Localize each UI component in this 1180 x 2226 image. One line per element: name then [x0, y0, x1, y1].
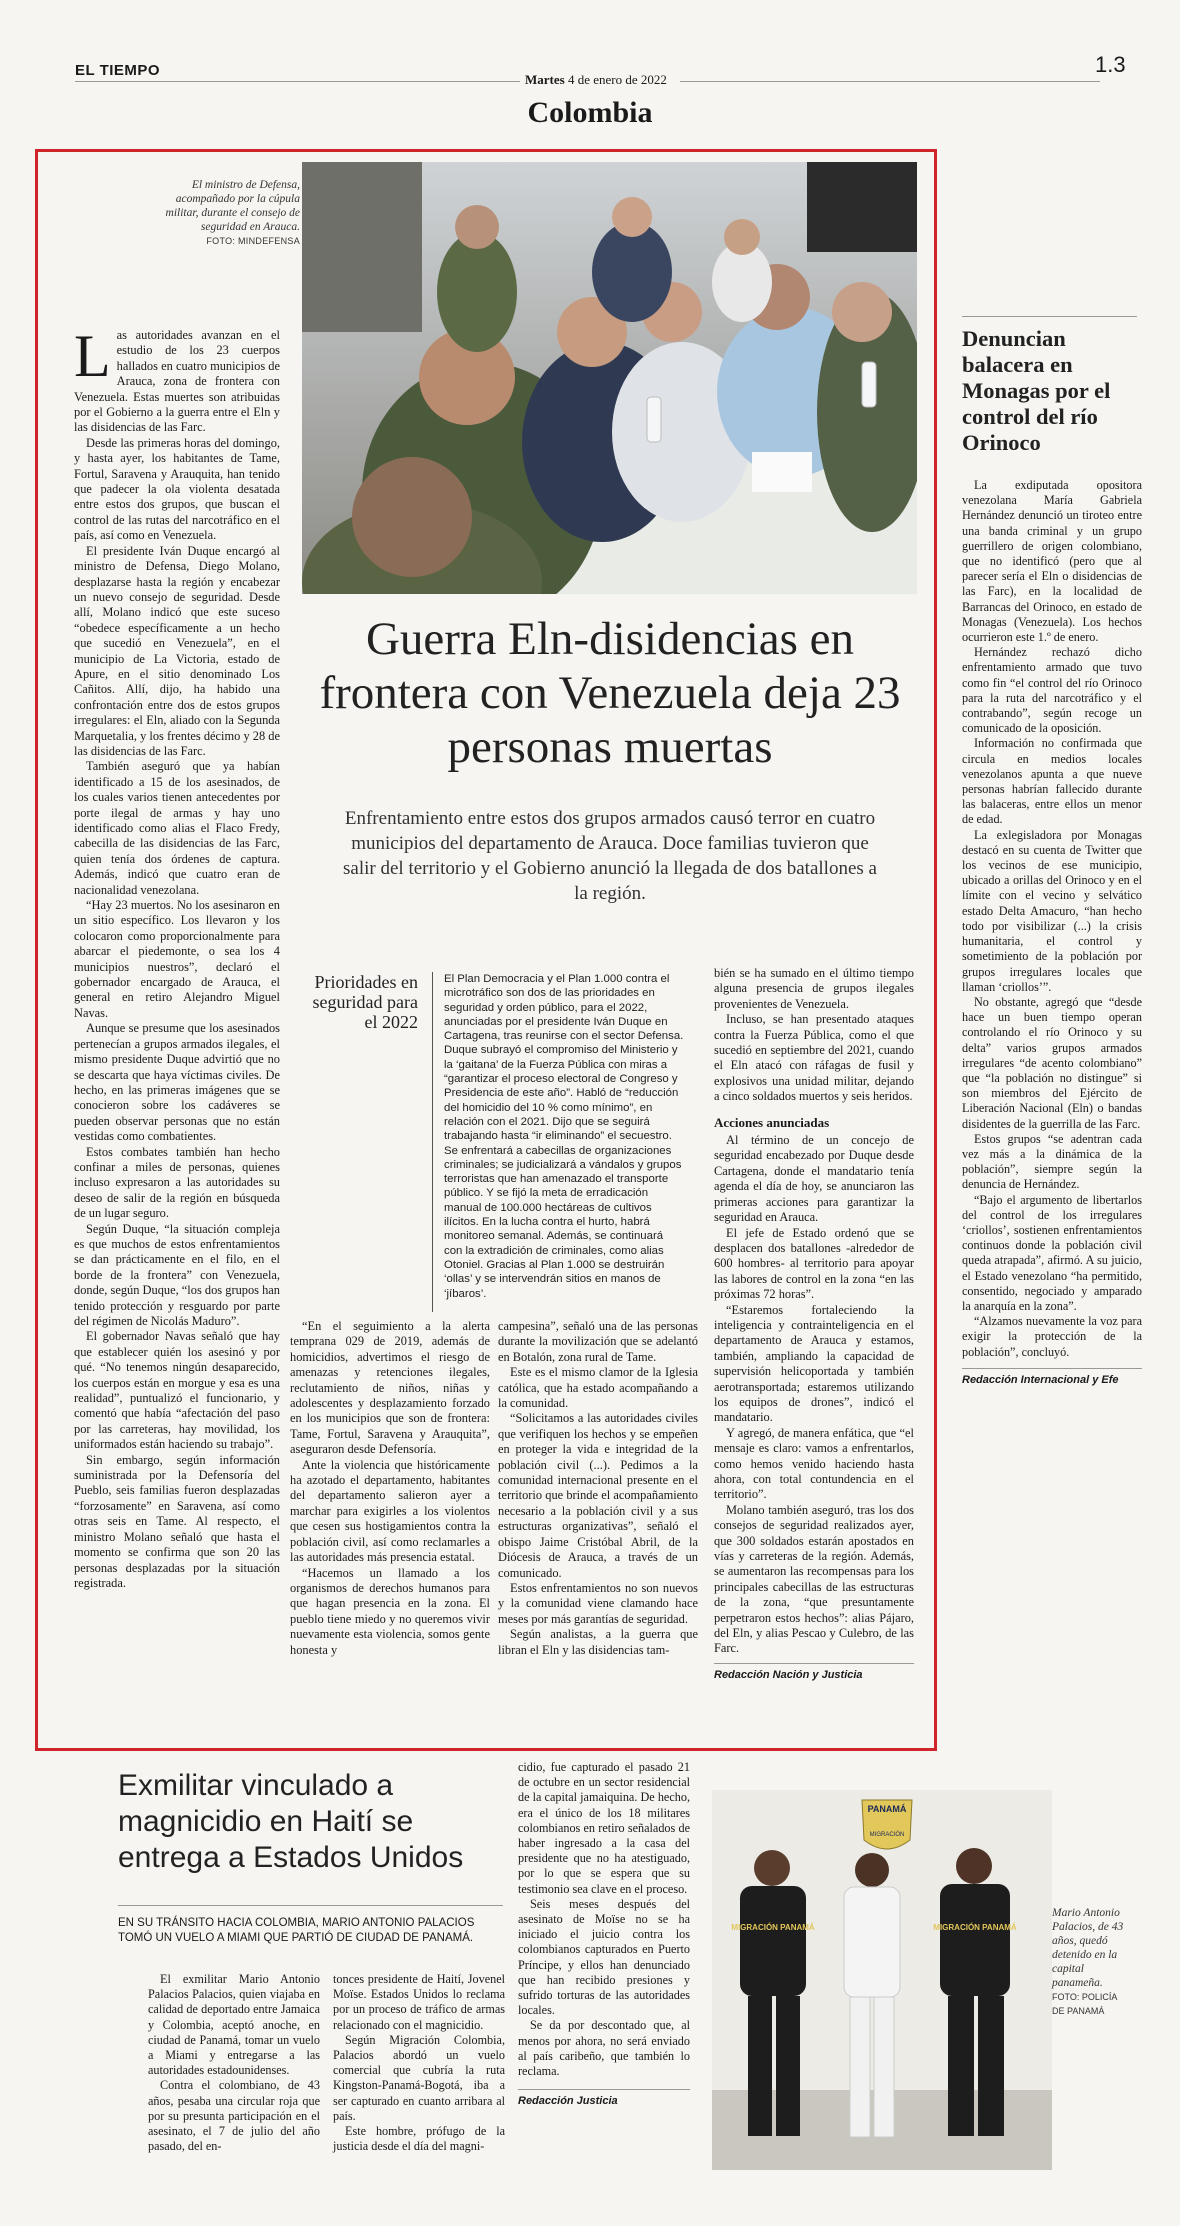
bottom-deck-rule	[118, 1905, 503, 1906]
main-photo-credit: FOTO: MINDEFENSA	[206, 236, 300, 246]
bottom-col2-p0: tonces presidente de Haití, Jovenel Moïse. Estados Unidos lo reclama por un proceso de tráfico de armas relacionado con el magnicidio.	[333, 1972, 505, 2032]
issue-weekday: Martes	[525, 72, 565, 87]
main-photo-caption	[160, 178, 300, 248]
main-col5-subhead: Acciones anunciadas	[714, 1114, 830, 1130]
main-col1-p5: Aunque se presume que los asesinados pertenecían a grupos armados ilegales, el mismo presidente Duque advirtió que no se descarta que haya víctimas civiles. De hecho, en las primeras imágenes que se conocieron sobre los cadáveres se pueden observar personas que no están vestidas como combatientes.	[74, 1021, 280, 1144]
main-credit: Redacción Nación y Justicia	[714, 1668, 863, 1681]
main-col1-p9: Sin embargo, según información suministrada por la Defensoría del Pueblo, seis familias fueron desplazadas “forzosamente” en Saravena, así como otras seis en Tame. Al respecto, el ministro Molano señaló que hasta el momento se confirma que son 20 las personas desplazadas por la situación registrada.	[74, 1452, 280, 1590]
bottom-column-2	[333, 1972, 505, 2154]
main-col4-p3: Estos enfrentamientos no son nuevos y la comunidad viene clamando hace meses por más garantías de seguridad.	[498, 1580, 698, 1626]
right-p6: “Bajo el argumento de libertarlos del control de los irregulares ‘criollos’, sostienen enfrentamientos continuos donde la población civil queda atrapada”, afirmó. A su juicio, el Estado venezolano “ha permitido, consentido, negociado y amparado la anarquía en la zona”.	[962, 1192, 1142, 1313]
main-col1-p2: El presidente Iván Duque encargó al ministro de Defensa, Diego Molano, desplazarse hasta la región y encabezar un nuevo consejo de seguridad. Desde allí, Molano indicó que este suceso “obedece específicamente a un hecho que sucedió en Venezuela”, en el municipio de La Victoria, estado de Apure, en el sitio denominado Los Cañitos. Allí, dijo, ha habido una confrontación entre dos de estos grupos irregulares: el Eln, aliado con la Segunda Marquetalia, y los frentes décimo y 28 de las disidencias de las Farc.	[74, 543, 280, 758]
bottom-credit: Redacción Justicia	[518, 2095, 618, 2108]
right-credit-rule	[962, 1368, 1142, 1369]
right-credit: Redacción Internacional y Efe	[962, 1373, 1119, 1386]
vest-text-right: MIGRACIÓN PANAMÁ	[933, 1923, 1017, 1932]
main-col5-p1: Incluso, se han presentado ataques contra la Fuerza Pública, como el que sucedió en septiembre del 2021, cuando el Eln atacó con ráfagas de fusil y explosivos una unidad militar, dejando a cinco soldados muertos y seis heridos.	[714, 1012, 914, 1104]
main-col4-p2: “Solicitamos a las autoridades civiles que verifiquen los hechos y se empeñen en proteger la vida e integridad de la población civil (...). Pedimos a la comunidad internacional presente en el territorio que brinde el acompañamiento necesario a la población civil y a sus estructuras organizativas”, señaló el obispo Jaime Cristóbal Abril, de la Diócesis de Arauca, a través de un comunicado.	[498, 1411, 698, 1580]
logo-text-bottom: MIGRACIÓN	[869, 1832, 905, 1838]
bottom-col3-p0: cidio, fue capturado el pasado 21 de octubre en un sector residencial de la capital jamaiquina. De hecho, era el único de los 18 militares colombianos en retiro señalados de haber ingresado a la casa del presidente que no ha atestiguado, por lo que se espera que su testimonio sea clave en el proceso.	[518, 1760, 690, 1896]
bottom-col2-p1: Según Migración Colombia, Palacios abordó un vuelo comercial que cubría la ruta Kingston-Panamá-Bogotá, iba a ser capturado en cuanto arribara al país.	[333, 2032, 505, 2123]
main-col4-p0: campesina”, señaló una de las personas durante la movilización que se adelantó en Botalón, zona rural de Tame.	[498, 1319, 698, 1364]
main-col3-p0: “En el seguimiento a la alerta temprana 029 de 2019, además de homicidios, advertimos el riesgo de amenazas y retenciones ilegales, reclutamiento de niños, niñas y adolescentes y desplazamiento forzado en los municipios que son de frontera: Tame, Fortul, Saravena y Arauquita”, aseguraron desde Defensoría.	[290, 1319, 490, 1457]
main-column-1	[74, 323, 280, 1591]
migracion-logo	[862, 1800, 912, 1849]
main-col1-p3: También aseguró que ya habían identificado a 15 de los asesinados, de los cuales varios tienen antecedentes por porte ilegal de armas y hay uno identificado como alias el Flaco Fredy, cabecilla de las disidencias de las Farc, quien tenía dos órdenes de captura. Además, indicó que cuatro eran de nacionalidad venezolana.	[74, 759, 280, 897]
main-column-5	[714, 966, 914, 1683]
right-story-top-rule	[962, 316, 1137, 317]
bottom-photo	[712, 1790, 1052, 2170]
sidebar-title: Prioridades en seguridad para el 2022	[312, 972, 418, 1032]
bottom-col3-p2: Se da por descontado que, al menos por ahora, no será enviado al país caribeño, que también lo reclama.	[518, 2018, 690, 2079]
vest-text-left: MIGRACIÓN PANAMÁ	[731, 1923, 815, 1932]
main-column-4	[498, 1319, 698, 1658]
right-p7: “Alzamos nuevamente la voz para exigir la protección de la población”, concluyó.	[962, 1314, 1142, 1359]
main-col1-p6: Estos combates también han hecho confinar a miles de personas, quienes incluso expresaron a las autoridades su deseo de salir de la región en búsqueda de un lugar seguro.	[74, 1144, 280, 1221]
section-title: Colombia	[527, 96, 653, 129]
main-deck: Enfrentamiento entre estos dos grupos armados causó terror en cuatro municipios del departamento de Arauca. Doce familias tuvieron que salir del territorio y el Gobierno anunció la llegada de dos batallones a la región.	[343, 808, 877, 904]
main-col4-p1: Este es el mismo clamor de la Iglesia católica, que ha estado acompañando a la comunidad.	[498, 1365, 698, 1411]
bottom-credit-rule	[518, 2089, 690, 2090]
issue-date-rest: 4 de enero de 2022	[567, 72, 667, 87]
bottom-column-3	[518, 1760, 690, 2109]
header-rule-left	[75, 81, 520, 82]
right-p0: La exdiputada opositora venezolana María Gabriela Hernández denunció un tiroteo entre una banda criminal y un grupo guerrillero de origen colombiano, que no identificó (pero que al parecer sería el Eln o disidencias de las Farc), en la localidad de Barrancas del Orinoco, en estado de Monagas (Venezuela). Los hechos ocurrieron este 1.º de enero.	[962, 478, 1142, 645]
main-column-3	[290, 1319, 490, 1658]
header-rule-right	[680, 81, 1100, 82]
main-photo-caption-text: El ministro de Defensa, acompañado por la cúpula militar, durante el consejo de seguridad en Arauca.	[165, 179, 300, 233]
right-headline: Denuncian balacera en Monagas por el control del río Orinoco	[962, 326, 1111, 455]
main-credit-rule	[714, 1663, 914, 1664]
bottom-photo-caption-text: Mario Antonio Palacios, de 43 años, quedó detenido en la capital panameña.	[1052, 1907, 1124, 1989]
main-headline: Guerra Eln-disidencias en frontera con Venezuela deja 23 personas muertas	[319, 613, 901, 773]
page-number: 1.3	[1095, 52, 1126, 77]
main-col1-p1: Desde las primeras horas del domingo, y hasta ayer, los habitantes de Tame, Fortul, Saravena y Arauquita, han tenido que padecer la ola violenta desatada entre estos dos grupos, que buscan el control de las rutas del narcotráfico en el país, así como en Venezuela.	[74, 435, 280, 543]
right-p4: No obstante, agregó que “desde hace un buen tiempo operan controlando el río Orinoco y su delta” varios grupos armados irregulares “de acento colombiano” que “la población no distingue” si son miembros del Ejército de Liberación Nacional (Eln) o bandas disidentes de la guerrilla de las Farc.	[962, 994, 1142, 1131]
main-col3-p1: Ante la violencia que históricamente ha azotado el departamento, habitantes del departamento salieron ayer a marchar para exigirles a los violentos que cesen sus hostigamientos contra la población civil, así como reclamarles a las autoridades más presencia estatal.	[290, 1457, 490, 1565]
bottom-photo-caption	[1052, 1906, 1126, 2018]
bottom-col3-p1: Seis meses después del asesinato de Moïse no se ha iniciado el juicio contra los colombianos capturados en Puerto Príncipe, y ellos han denunciado que han recibido presiones y sufrido torturas de las autoridades locales.	[518, 1896, 690, 2018]
main-col5-b0: Al término de un concejo de seguridad encabezado por Duque desde Cartagena, donde el mandatario tenía agenda el día de hoy, se anunciaron las primeras acciones para garantizar la seguridad en Arauca.	[714, 1133, 914, 1225]
main-col1-p7: Según Duque, “la situación compleja es que muchos de estos enfrentamientos se dan prácticamente en el filo, en el borde de la frontera” con Venezuela, donde, según Duque, “los dos grupos han tenido protección y resguardo por parte del régimen de Nicolás Maduro”.	[74, 1221, 280, 1328]
bottom-column-1	[148, 1972, 320, 2154]
main-col5-b1: El jefe de Estado ordenó que se desplacen dos batallones -alrededor de 600 hombres- al territorio para apoyar las labores de control en la zona “en las próximas 72 horas”.	[714, 1225, 914, 1302]
right-story-body	[962, 478, 1142, 1388]
main-photo-svg	[302, 162, 917, 594]
right-p5: Estos grupos “se adentran cada vez más a la dinámica de la población”, siempre según la denuncia de Hernández.	[962, 1131, 1142, 1192]
main-col1-p4: “Hay 23 muertos. No los asesinaron en un sitio específico. Los llevaron y los colocaron como proporcionalmente para abarcar el piedemonte, o sea los 4 municipios nuestros”, declaró el gobernador encargado de Arauca, el general en retiro Alejandro Miguel Navas.	[74, 898, 280, 1020]
sidebar-text: El Plan Democracia y el Plan 1.000 contra el microtráfico son dos de las prioridades en seguridad y orden público, para el 2022, anunciadas por el presidente Iván Duque en Cartagena, tras reunirse con el sector Defensa. Duque subrayó el compromiso del Ministerio y la ‘gaitana’ de la Fuerza Pública con miras a “garantizar el proceso electoral de Congreso y Presidencia de este año”. Habló de “reducción del homicidio del 10 % como mínimo”, en relación con el 2021. Dijo que se seguirá trabajando hasta “ir eliminando” el secuestro. Se enfrentará a cabecillas de organizaciones criminales; se judicializará a vándalos y grupos terroristas que han amenazado el transporte público. Y se fijó la meta de erradicación manual de 100.000 hectáreas de cultivos ilícitos. En la lucha contra el hurto, habrá monitoreo semanal. Además, se continuará con la extradición de criminales, como alias Otoniel. Gracias al Plan 1.000 se destruirán ‘ollas’ y se intervendrán sitios en manos de ‘jíbaros’.	[444, 973, 684, 1300]
main-col5-b4: Molano también aseguró, tras los dos consejos de seguridad realizados ayer, que 300 soldados estarán apostados en vías y carreteras de la región. Además, se aumentaron las recompensas para los principales cabecillas de las estructuras de la zona, “que presuntamente perpetraron estos hechos”: alias Pájaro, del Eln, y alias Pescao y Culebro, de las Farc.	[714, 1502, 914, 1656]
main-col5-b3: Y agregó, de manera enfática, que “el mensaje es claro: vamos a enfrentarlos, como hemos venido haciendo hasta ahora, con total contundencia en el territorio”.	[714, 1425, 914, 1502]
main-col1-p8: El gobernador Navas señaló que hay que establecer quién los asesinó y por qué. “No tenemos ningún desaparecido, los cuerpos están en morgue y esa es una realidad”, puntualizó el funcionario, y comentó que había “afectación del paso por las carreteras, hay movilidad, los uniformados están haciendo su trabajo”.	[74, 1329, 280, 1452]
drop-cap: L	[74, 323, 111, 389]
logo-text-top: PANAMÁ	[867, 1804, 907, 1814]
right-p3: La exlegisladora por Monagas destacó en su cuenta de Twitter que los vecinos de ese municipio, ubicado a orillas del Orinoco y en el límite con el vecino y selvático estado Delta Amacuro, “han hecho todo por visibilizar (...) la crisis humanitaria, el control y sometimiento de la población por grupos irregulares locales que llaman ‘criollos’”.	[962, 827, 1142, 994]
main-col1-p0: as autoridades avanzan en el estudio de los 23 cuerpos hallados en cuatro municipios de Arauca, zona de frontera con Venezuela. Estas muertes son atribuidas por el Gobierno a la guerra entre el Eln y las disidencias de las Farc.	[74, 328, 280, 435]
bottom-deck: EN SU TRÁNSITO HACIA COLOMBIA, MARIO ANTONIO PALACIOS TOMÓ UN VUELO A MIAMI QUE PARTIÓ DE CIUDAD DE PANAMÁ.	[118, 1917, 475, 1944]
sidebar-divider	[432, 972, 433, 1312]
bottom-col1-p1: Contra el colombiano, de 43 años, pesaba una circular roja que por su presunta participación en el asesinato, el 7 de julio del año pasado, del en-	[148, 2078, 320, 2154]
masthead-name: EL TIEMPO	[75, 62, 161, 79]
right-p1: Hernández rechazó dicho enfrentamiento armado que tuvo como fin “el control del río Orinoco para la ruta del narcotráfico y el contrabando”, según recoge un comunicado de la oposición.	[962, 645, 1142, 736]
bottom-photo-credit: FOTO: POLICÍA DE PANAMÁ	[1052, 1992, 1117, 2016]
main-col3-p2: “Hacemos un llamado a los organismos de derechos humanos para que hagan presencia en la zona. El pueblo tiene miedo y no queremos vivir nuevamente esta violencia, somos gente honesta y	[290, 1565, 490, 1657]
bottom-col1-p0: El exmilitar Mario Antonio Palacios Palacios, quien viajaba en calidad de deportado entre Jamaica y Colombia, aceptó anoche, en ciudad de Panamá, tomar un vuelo a Miami y entregarse a las autoridades estadounidenses.	[148, 1972, 320, 2078]
main-col4-p4: Según analistas, a la guerra que libran el Eln y las disidencias tam-	[498, 1627, 698, 1657]
bottom-col2-p2: Este hombre, prófugo de la justicia desde el día del magni-	[333, 2124, 505, 2154]
right-p2: Información no confirmada que circula en medios locales venezolanos apunta a que nueve personas habrían fallecido durante las balaceras, entre ellos un menor de edad.	[962, 736, 1142, 827]
bottom-headline: Exmilitar vinculado a magnicidio en Haití se entrega a Estados Unidos	[118, 1769, 464, 1874]
main-col5-b2: “Estaremos fortaleciendo la inteligencia y contrainteligencia en el departamento de Arauca y estamos, también, ampliando la capacidad de supervisión helicoportada y también aerotransportada; estaremos utilizando los equipos de drones”, indicó el mandatario.	[714, 1302, 914, 1425]
issue-date	[525, 72, 667, 88]
main-col1-first-paragraph	[74, 323, 280, 436]
bottom-photo-svg	[712, 1790, 1052, 2170]
main-col5-p0: bién se ha sumado en el último tiempo alguna presencia de grupos ilegales provenientes de Venezuela.	[714, 966, 914, 1011]
main-photo	[302, 162, 917, 594]
